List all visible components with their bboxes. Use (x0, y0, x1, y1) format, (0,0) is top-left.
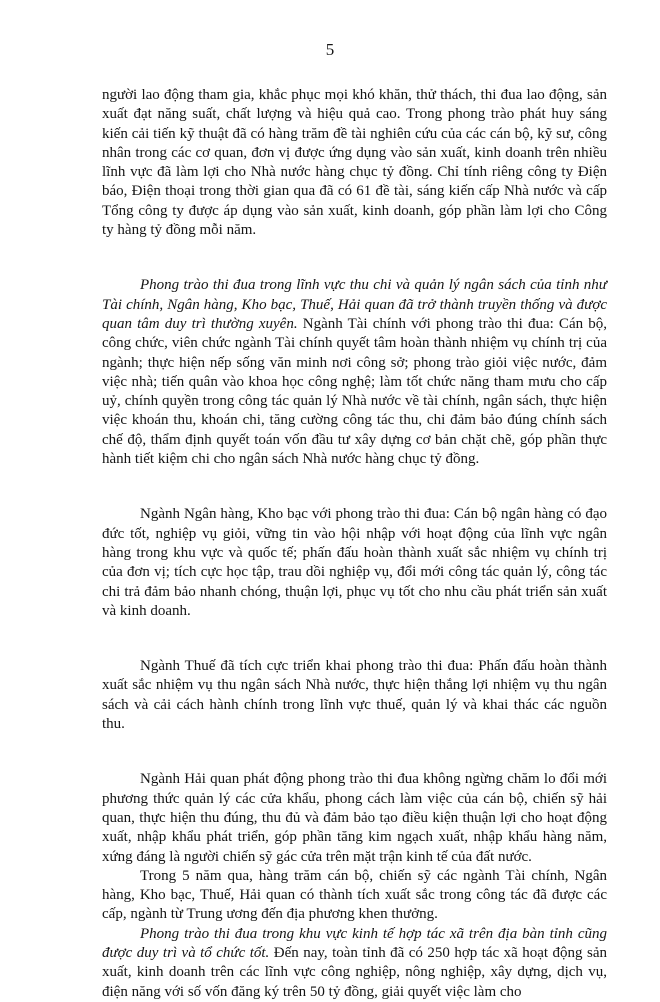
paragraph-text: người lao động tham gia, khắc phục mọi khó khăn, thử thách, thi đua lao động, sản xuất đạt năng suất, chất lượng và hiệu quả cao. Trong phong trào phát huy sáng kiến cải tiến kỹ thuật đã có hàng trăm đề tài nghiên cứu của các cán bộ, kỹ sư, công nhân trong các cơ quan, đơn vị được ứng dụng vào sản xuất, kinh doanh trên nhiều lĩnh vực đã làm lợi cho Nhà nước hàng chục tỷ đồng. Chỉ tính riêng công ty Điện báo, Điện thoại trong thời gian qua đã có 61 đề tài, sáng kiến cấp Nhà nước và cấp Tổng công ty được áp dụng vào sản xuất, kinh doanh, góp phần làm lợi cho Công ty hàng tỷ đồng mỗi năm. (102, 87, 607, 239)
paragraph-text: Ngành Thuế đã tích cực triển khai phong trào thi đua: Phấn đấu hoàn thành xuất sắc nhiệm vụ thu ngân sách Nhà nước, thực hiện thắng lợi nhiệm vụ thu ngân sách và cải cách hành chính trong lĩnh vực thuế, quản lý và khai thác các nguồn thu. (102, 658, 607, 733)
document-body (102, 86, 607, 1002)
paragraph-tax (102, 657, 607, 734)
paragraph-text: Trong 5 năm qua, hàng trăm cán bộ, chiến sỹ các ngành Tài chính, Ngân hàng, Kho bạc, Thuế, Hải quan có thành tích xuất sắc trong công tác đã được các cấp, ngành từ Trung ương đến địa phương khen thưởng. (102, 867, 607, 923)
paragraph-text: Ngành Hải quan phát động phong trào thi đua không ngừng chăm lo đổi mới phương thức quản lý các cửa khẩu, phong cách làm việc của cán bộ, chiến sỹ hải quan, thực hiện thu đúng, thu đủ và đảm bảo tạo điều kiện thuận lợi cho hoạt động xuất, nhập khẩu phát triển, góp phần tăng kim ngạch xuất, nhập khẩu hàng năm, xứng đáng là người chiến sỹ gác cửa trên mặt trận kinh tế của đất nước. (102, 771, 607, 865)
paragraph-text: Ngành Ngân hàng, Kho bạc với phong trào thi đua: Cán bộ ngân hàng có đạo đức tốt, nghiệp vụ giỏi, vững tin vào hội nhập với hoạt động của lĩnh vực ngân hàng trong khu vực và quốc tế; phấn đấu hoàn thành xuất sắc nhiệm vụ chính trị của đơn vị; tích cực học tập, trau dồi nghiệp vụ, đổi mới công tác quản lý, công tác chi trả đảm bảo nhanh chóng, thuận lợi, phục vụ tốt cho nhu cầu phát triển sản xuất và kinh doanh. (102, 506, 607, 619)
page-number: 5 (325, 40, 335, 59)
paragraph-text: Ngành Tài chính với phong trào thi đua: Cán bộ, công chức, viên chức ngành Tài chính quyết tâm hoàn thành nhiệm vụ chính trị của ngành; thực hiện nếp sống văn minh nơi công sở; phong trào giỏi việc nước, đảm việc nhà; tiến quân vào khoa học công nghệ; làm tốt chức năng tham mưu cho cấp uỷ, chính quyền trong công tác quản lý Nhà nước về tài chính, ngân sách, thực hiện việc khoán thu, khoán chi, tăng cường công tác thu, chi đảm bảo đúng chính sách chế độ, thẩm định quyết toán vốn đầu tư xây dựng cơ bản chặt chẽ, góp phần thực hành tiết kiệm chi cho ngân sách Nhà nước hàng chục tỷ đồng. (102, 315, 607, 468)
paragraph-banking (102, 505, 607, 621)
paragraph-continuation (102, 86, 607, 240)
paragraph-lead-italic: Phong trào thi đua trong lĩnh vực thu chi và quản lý ngân sách của tỉnh như Tài chính, Ngân hàng, Kho bạc, Thuế, Hải quan đã trở thành truyền thống và được quan tâm duy trì thường xuyên. (102, 277, 607, 332)
paragraph-text: Đến nay, toàn tỉnh đã có 250 hợp tác xã hoạt động sản xuất, kinh doanh trên các lĩnh vực công nghiệp, nông nghiệp, xây dựng, dịch vụ, điện năng với số vốn đăng ký trên 50 tỷ đồng, giải quyết việc làm cho (102, 944, 607, 1000)
paragraph-awards (102, 867, 607, 925)
paragraph-lead-italic: Phong trào thi đua trong khu vực kinh tế hợp tác xã trên địa bàn tỉnh cũng được duy trì và tổ chức tốt. (102, 925, 607, 961)
paragraph-customs (102, 770, 607, 866)
paragraph-cooperatives (102, 925, 607, 1002)
paragraph-finance (102, 276, 607, 469)
